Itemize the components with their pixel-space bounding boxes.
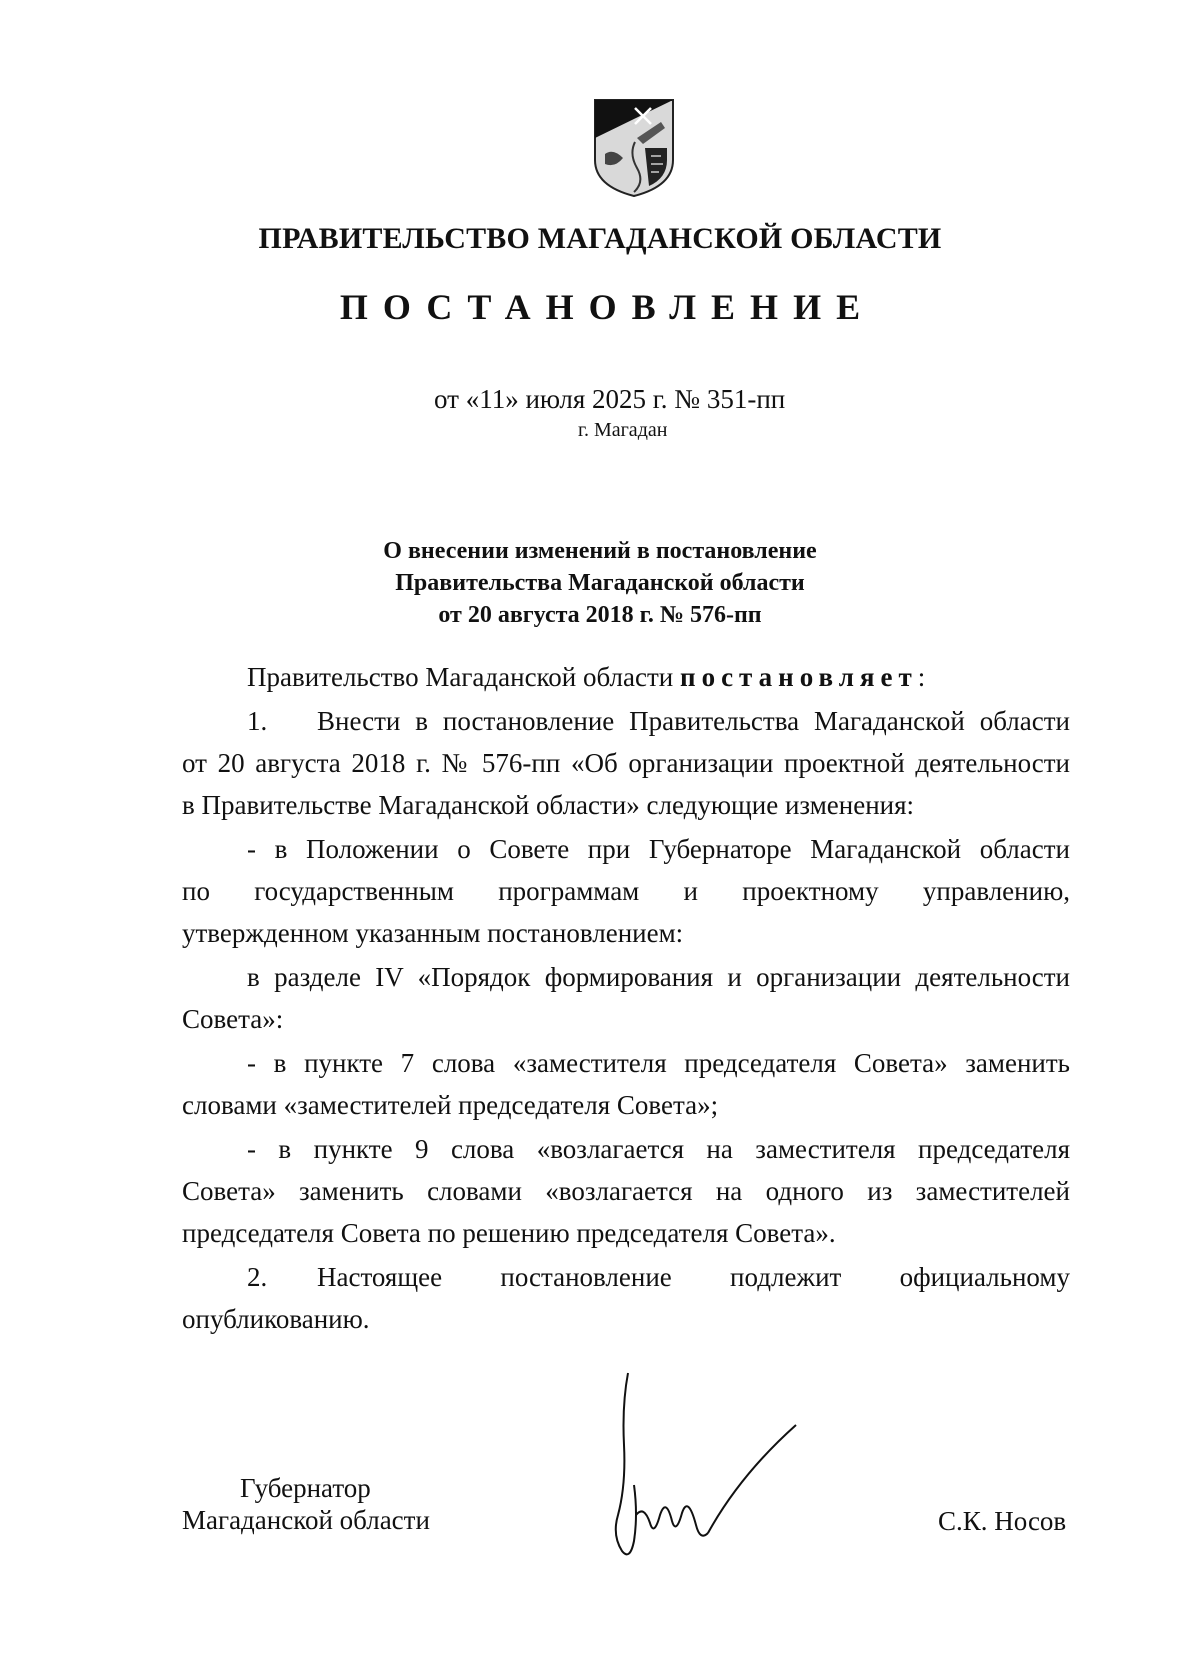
signer-position-line-2: Магаданской области — [182, 1505, 430, 1535]
coat-of-arms-emblem — [591, 98, 677, 198]
preamble-text: Правительство Магаданской области — [247, 662, 674, 692]
para-2-line-1: - в Положении о Совете при Губернаторе Магаданской области — [247, 834, 1070, 864]
item-2-number: 2. — [247, 1262, 268, 1292]
item-1-number: 1. — [247, 706, 268, 736]
item-2-line-2: опубликованию. — [182, 1304, 370, 1334]
para-3-line-1: в разделе IV «Порядок формирования и организации деятельности — [247, 962, 1070, 992]
para-5-line-2: Совета» заменить словами «возлагается на одного из заместителей — [182, 1176, 1070, 1206]
preamble — [247, 660, 925, 694]
organization-name: ПРАВИТЕЛЬСТВО МАГАДАНСКОЙ ОБЛАСТИ — [258, 222, 942, 255]
item-1-line-3: в Правительстве Магаданской области» следующие изменения: — [182, 790, 915, 820]
signer-position-line-1: Губернатор — [240, 1473, 371, 1503]
document-date-number: от «11» июля 2025 г. № 351-пп — [434, 384, 786, 414]
preamble-colon: : — [917, 662, 926, 692]
title-line-1: О внесении изменений в постановление — [383, 538, 817, 564]
para-4-line-1: - в пункте 7 слова «заместителя председателя Совета» заменить — [247, 1048, 1070, 1078]
signer-name: С.К. Носов — [938, 1506, 1067, 1536]
preamble-verb: постановляет — [680, 662, 918, 692]
para-4-line-2: словами «заместителей председателя Совета»; — [182, 1090, 719, 1120]
handwritten-signature — [600, 1365, 820, 1565]
item-1-line-1: Внести в постановление Правительства Магаданской области — [317, 706, 1070, 736]
para-5-line-3: председателя Совета по решению председателя Совета». — [182, 1218, 836, 1248]
title-line-3: от 20 августа 2018 г. № 576-пп — [438, 602, 762, 628]
para-3-line-2: Совета»: — [182, 1004, 284, 1034]
document-city: г. Магадан — [578, 419, 668, 441]
title-line-2: Правительства Магаданской области — [395, 570, 805, 596]
item-2-line-1: Настоящее постановление подлежит официальному — [317, 1262, 1070, 1292]
document-title — [0, 535, 1200, 631]
item-1-line-2: от 20 августа 2018 г. № 576-пп «Об организации проектной деятельности — [182, 748, 1070, 778]
para-2-line-2: по государственным программам и проектному управлению, — [182, 876, 1070, 906]
para-5-line-1: - в пункте 9 слова «возлагается на заместителя председателя — [247, 1134, 1070, 1164]
document-type: ПОСТАНОВЛЕНИЕ — [339, 287, 876, 327]
para-2-line-3: утвержденном указанным постановлением: — [182, 918, 684, 948]
